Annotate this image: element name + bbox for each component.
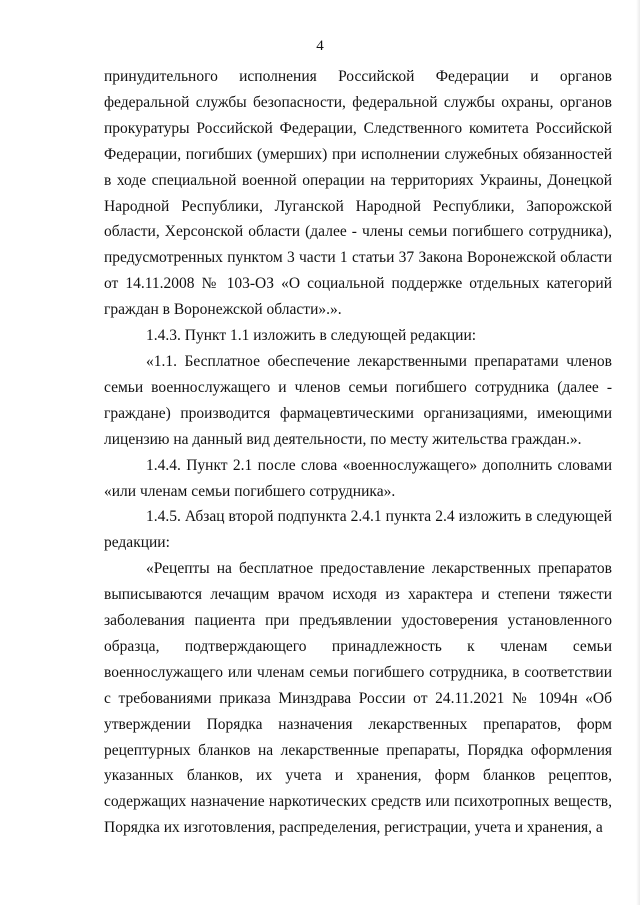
paragraph-quote-1-1: «1.1. Бесплатное обеспечение лекарственными препаратами членов семьи военнослужащего и членов семьи погибшего сотрудника (далее - граждане) производится фармацевтическими организациями, имеющими лицензию на данный вид деятельности, по месту жительства граждан.». xyxy=(104,352,612,448)
document-body xyxy=(104,64,612,841)
page-number: 4 xyxy=(316,38,324,54)
paragraph-1-4-5: 1.4.5. Абзац второй подпункта 2.4.1 пункта 2.4 изложить в следующей редакции: xyxy=(104,508,612,552)
paragraph-continuation: принудительного исполнения Российской Федерации и органов федеральной службы безопасности, федеральной службы охраны, органов прокуратуры Российской Федерации, Следственного комитета Российской Федерации, погибших (умерших) при исполнении служебных обязанностей в ходе специальной военной операции на территориях Украины, Донецкой Народной Республики, Луганской Народной Республики, Запорожской области, Херсонской области (далее - члены семьи погибшего сотрудника), предусмотренных пунктом 3 части 1 статьи 37 Закона Воронежской области от 14.11.2008 № 103-ОЗ «О социальной поддержке отдельных категорий граждан в Воронежской области».». xyxy=(104,68,612,319)
paragraph-quote-prescriptions: «Рецепты на бесплатное предоставление лекарственных препаратов выписываются лечащим врачом исходя из характера и степени тяжести заболевания пациента при предъявлении удостоверения установленного образца, подтверждающего принадлежность к членам семьи военнослужащего или членам семьи погибшего сотрудника, в соответствии с требованиями приказа Минздрава России от 24.11.2021 № 1094н «Об утверждении Порядка назначения лекарственных препаратов, форм рецептурных бланков на лекарственные препараты, Порядка оформления указанных бланков, их учета и хранения, форм бланков рецептов, содержащих назначение наркотических средств или психотропных веществ, Порядка их изготовления, распределения, регистрации, учета и хранения, а xyxy=(104,560,612,837)
scan-edge-shadow xyxy=(636,0,640,905)
paragraph-1-4-4: 1.4.4. Пункт 2.1 после слова «военнослужащего» дополнить словами «или членам семьи погибшего сотрудника». xyxy=(104,456,612,500)
paragraph-1-4-3: 1.4.3. Пункт 1.1 изложить в следующей редакции: xyxy=(146,327,477,345)
